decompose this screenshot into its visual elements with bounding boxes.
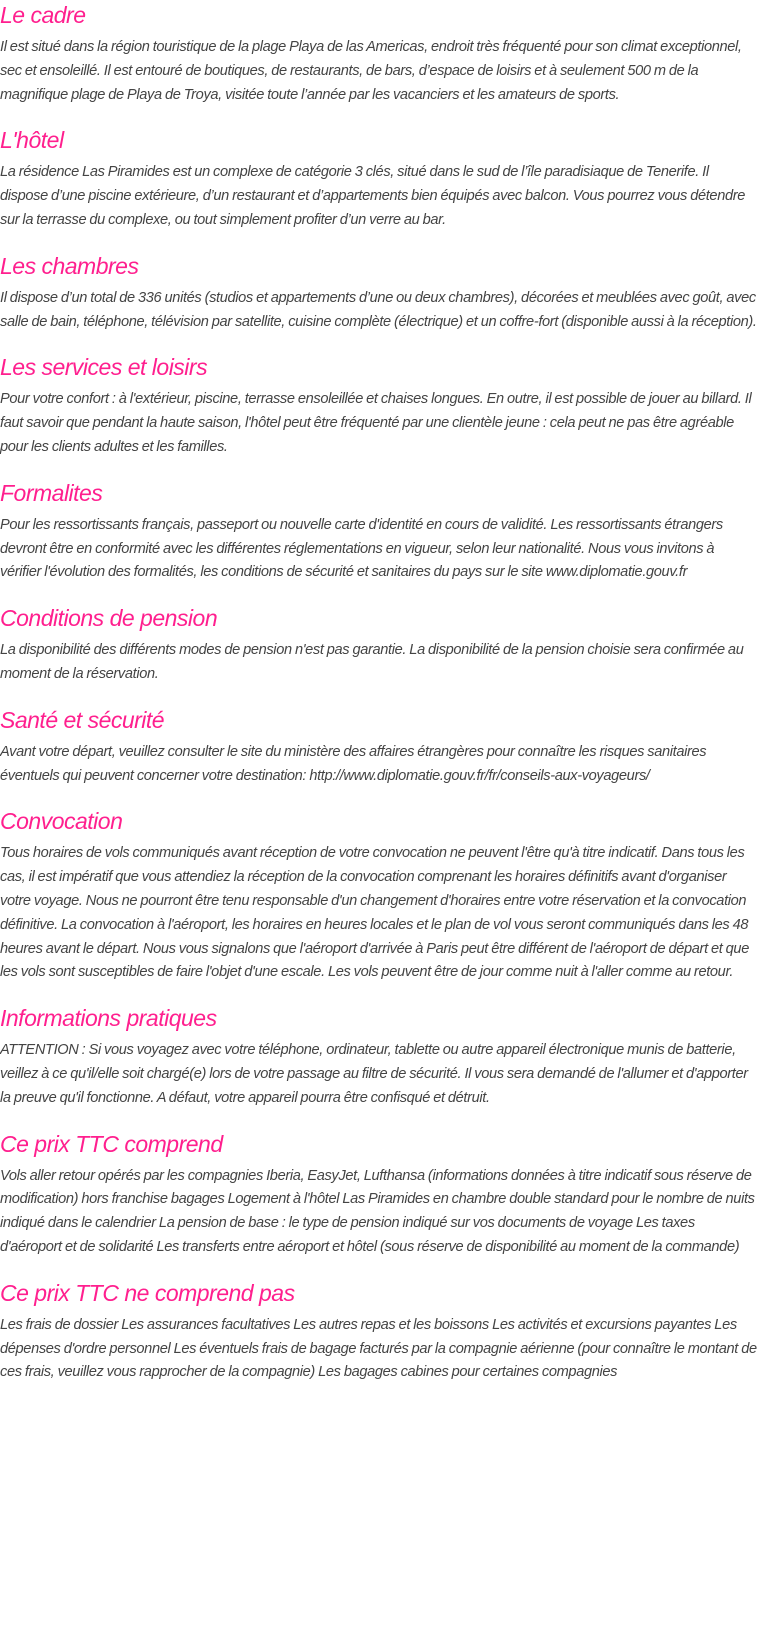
section-title: Conditions de pension — [0, 605, 218, 632]
section-title: Formalites — [0, 479, 103, 506]
section-formalites — [0, 478, 758, 585]
section-prix-ne-comprend-pas — [0, 1278, 758, 1385]
section-informations-pratiques — [0, 1003, 758, 1110]
section-title: Ce prix TTC comprend — [0, 1130, 223, 1157]
section-body: Vols aller retour opérés par les compagnies Iberia, EasyJet, Lufthansa (informations données à titre indicatif sous réserve de modification) hors franchise bagages Logement à l'hôtel Las Piramides en chambre double standard pour le nombre de nuits indiqué dans le calendrier La pension de base : le type de pension indiqué sur vos documents de voyage Les taxes d'aéroport et de solidarité Les transferts entre aéroport et hôtel (sous réserve de disponibilité au moment de la commande) — [0, 1167, 755, 1255]
section-title: Les chambres — [0, 252, 139, 279]
section-body: Pour les ressortissants français, passeport ou nouvelle carte d'identité en cours de validité. Les ressortissants étrangers devront être en conformité avec les différentes réglementations en vigueur, selon leur nationalité. Nous vous invitons à vérifier l'évolution des formalités, les conditions de sécurité et sanitaires du pays sur le site www.diplomatie.gouv.fr — [0, 516, 723, 581]
section-title: Ce prix TTC ne comprend pas — [0, 1279, 295, 1306]
section-body: Avant votre départ, veuillez consulter le site du ministère des affaires étrangères pour connaître les risques sanitaires éventuels qui peuvent concerner votre destination: http://www.diplomatie.gouv.fr/fr/conseils-aux-voyageurs/ — [0, 743, 707, 784]
section-title: L'hôtel — [0, 127, 64, 154]
section-title: Informations pratiques — [0, 1005, 217, 1032]
section-body: Tous horaires de vols communiqués avant réception de votre convocation ne peuvent l'être qu'à titre indicatif. Dans tous les cas, il est impératif que vous attendiez la réception de la convocation comprenant les horaires définitifs avant d'organiser votre voyage. Nous ne pourront être tenu responsable d'un changement d'horaires entre votre réservation et la convocation définitive. La convocation à l'aéroport, les horaires en heures locales et le plan de vol vous seront communiqués dans les 48 heures avant le départ. Nous vous signalons que l'aéroport d'arrivée à Paris peut être différent de l'aéroport de départ et que les vols sont susceptibles de faire l'objet d'une escale. Les vols peuvent être de jour comme nuit à l'aller comme au retour. — [0, 845, 749, 981]
section-body: Il dispose d’un total de 336 unités (studios et appartements d’une ou deux chambres), décorées et meublées avec goût, avec salle de bain, téléphone, télévision par satellite, cuisine complète (électrique) et un coffre-fort (disponible aussi à la réception). — [0, 289, 757, 330]
section-body: Les frais de dossier Les assurances facultatives Les autres repas et les boissons Les activités et excursions payantes Les dépenses d'ordre personnel Les éventuels frais de bagage facturés par la compagnie aérienne (pour connaître le montant de ces frais, veuillez vous rapprocher de la compagnie) Les bagages cabines pour certaines compagnies — [0, 1316, 757, 1381]
section-body: ATTENTION : Si vous voyagez avec votre téléphone, ordinateur, tablette ou autre appareil électronique munis de batterie, veillez à ce qu'il/elle soit chargé(e) lors de votre passage au filtre de sécurité. Il vous sera demandé de l'allumer et d'apporter la preuve qu'il fonctionne. A défaut, votre appareil pourra être confisqué et détruit. — [0, 1042, 748, 1106]
section-title: Convocation — [0, 808, 123, 835]
section-sante-securite — [0, 705, 758, 789]
section-body: La disponibilité des différents modes de pension n'est pas garantie. La disponibilité de la pension choisie sera confirmée au moment de la réservation. — [0, 642, 744, 682]
section-body: Il est situé dans la région touristique de la plage Playa de las Americas, endroit très fréquenté pour son climat exceptionnel, sec et ensoleillé. Il est entouré de boutiques, de restaurants, de bars, d’espace de loisirs et à seulement 500 m de la magnifique plage de Playa de Troya, visitée toute l’année par les vacanciers et les amateurs de sports. — [0, 39, 742, 103]
section-title: Les services et loisirs — [0, 354, 208, 381]
section-l-hotel — [0, 125, 758, 232]
section-convocation — [0, 806, 758, 985]
section-body: La résidence Las Piramides est un complexe de catégorie 3 clés, situé dans le sud de l’île paradisiaque de Tenerife. Il dispose d’une piscine extérieure, d’un restaurant et d’appartements bien équipés avec balcon. Vous pourrez vous détendre sur la terrasse du complexe, ou tout simplement profiter d’un verre au bar. — [0, 164, 746, 228]
section-services-loisirs — [0, 352, 758, 459]
section-body: Pour votre confort : à l'extérieur, piscine, terrasse ensoleillée et chaises longues. En outre, il est possible de jouer au billard. Il faut savoir que pendant la haute saison, l'hôtel peut être fréquenté par une clientèle jeune : cela peut ne pas être agréable pour les clients adultes et les familles. — [0, 391, 752, 455]
section-les-chambres — [0, 251, 758, 335]
section-title: Le cadre — [0, 2, 86, 28]
section-prix-comprend — [0, 1129, 758, 1260]
section-conditions-pension — [0, 603, 758, 687]
section-le-cadre — [0, 0, 758, 107]
section-title: Santé et sécurité — [0, 706, 165, 733]
